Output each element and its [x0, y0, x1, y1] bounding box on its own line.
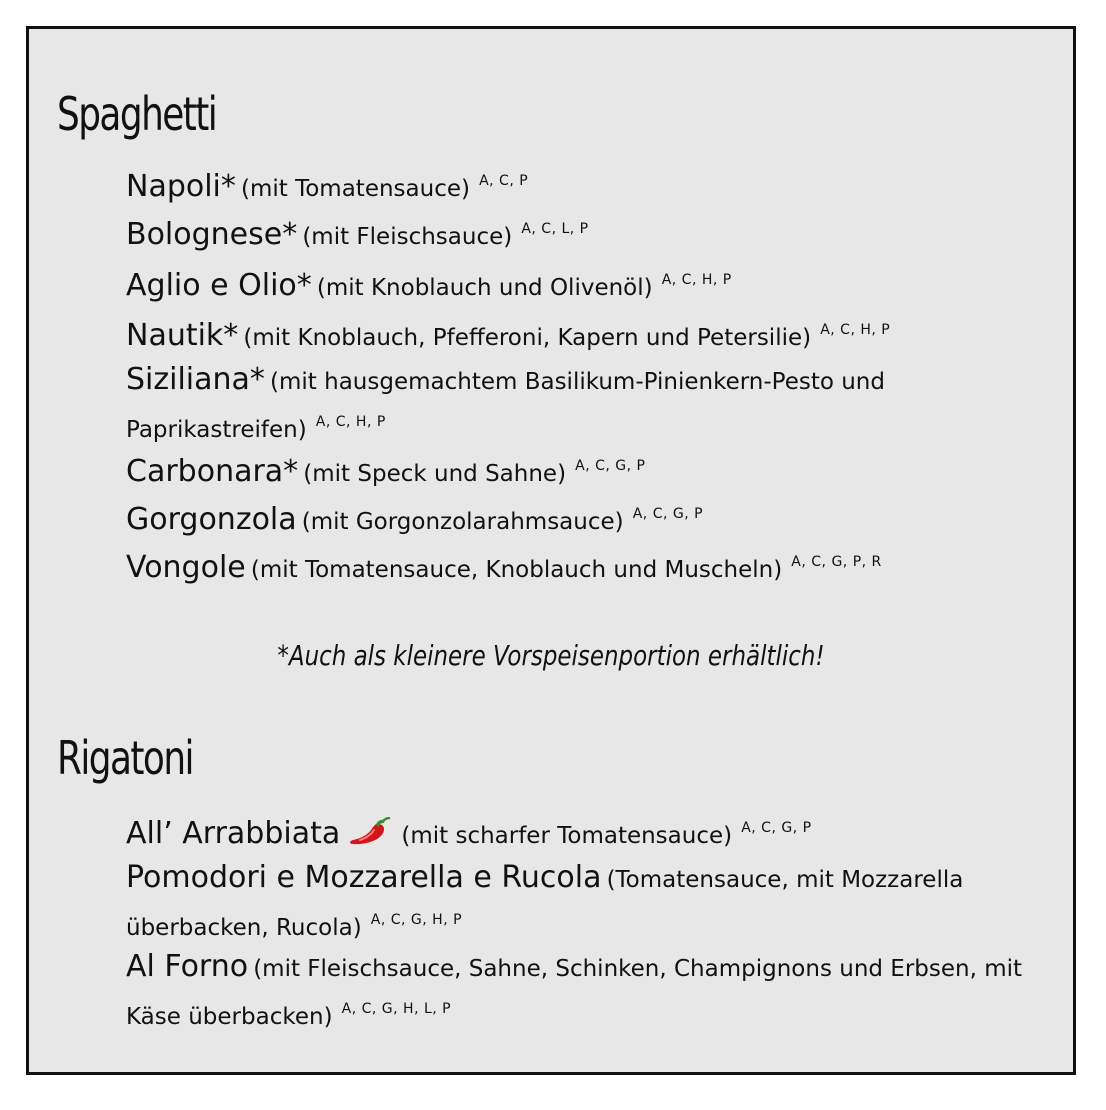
dish-description: (mit Speck und Sahne)	[303, 461, 567, 487]
allergen-codes: A, C, G, H, L, P	[341, 1001, 452, 1017]
menu-item-gorgonzola	[126, 495, 1037, 543]
menu-item-nautik	[126, 311, 1037, 359]
dish-description: (mit Knoblauch, Pfefferoni, Kapern und Petersilie)	[243, 325, 812, 351]
menu-item-carbonara	[126, 447, 1037, 495]
allergen-codes: A, C, G, P	[575, 458, 646, 474]
allergen-codes: A, C, G, H, P	[370, 912, 463, 928]
menu-item-bolognese	[126, 210, 1037, 258]
dish-description: (mit Fleischsauce, Sahne, Schinken, Champignons und Erbsen, mit Käse überbacken)	[126, 956, 1023, 1030]
dish-name: Pomodori e Mozzarella e Rucola	[126, 860, 602, 895]
menu-card	[26, 26, 1076, 1075]
dish-name: All’ Arrabbiata	[126, 816, 341, 851]
menu-item-vongole	[126, 543, 1037, 591]
portion-note: *Auch als kleinere Vorspeisenportion erhältlich!	[277, 639, 825, 672]
allergen-codes: A, C, H, P	[661, 272, 732, 288]
menu-item-arrabbiata	[126, 809, 1037, 857]
allergen-codes: A, C, G, P	[741, 820, 812, 836]
menu-item-siziliana	[126, 361, 1037, 451]
dish-name: Carbonara*	[126, 454, 299, 489]
dish-name: Bolognese*	[126, 217, 298, 252]
allergen-codes: A, C, G, P, R	[791, 554, 882, 570]
menu-item-al-forno	[126, 948, 1037, 1038]
dish-name: Al Forno	[126, 949, 249, 984]
menu-item-napoli	[126, 162, 1037, 210]
dish-description: (mit Fleischsauce)	[302, 224, 513, 250]
dish-description: (mit hausgemachtem Basilikum-Pinienkern-Pesto und Paprikastreifen)	[126, 369, 885, 443]
dish-description: (mit Tomatensauce, Knoblauch und Muscheln)	[250, 557, 783, 583]
allergen-codes: A, C, H, P	[315, 414, 386, 430]
dish-name: Nautik*	[126, 318, 239, 353]
dish-name: Siziliana*	[126, 362, 265, 397]
dish-name: Napoli*	[126, 169, 236, 204]
section-title-spaghetti: Spaghetti	[57, 87, 217, 141]
allergen-codes: A, C, G, P	[632, 506, 704, 522]
chili-pepper-icon	[346, 817, 392, 847]
section-title-rigatoni: Rigatoni	[57, 731, 193, 785]
dish-description: (mit Gorgonzolarahmsauce)	[301, 509, 624, 535]
dish-description: (mit scharfer Tomatensauce)	[401, 823, 733, 849]
menu-item-pomodori-mozzarella-rucola	[126, 859, 1037, 949]
allergen-codes: A, C, P	[479, 173, 529, 189]
allergen-codes: A, C, L, P	[521, 221, 589, 237]
allergen-codes: A, C, H, P	[820, 322, 891, 338]
dish-name: Aglio e Olio*	[126, 268, 312, 303]
dish-description: (mit Knoblauch und Olivenöl)	[316, 275, 653, 301]
dish-name: Vongole	[126, 550, 246, 585]
dish-description: (mit Tomatensauce)	[241, 176, 470, 202]
dish-description: (Tomatensauce, mit Mozzarella überbacken, Rucola)	[126, 867, 964, 941]
menu-item-aglio-e-olio	[126, 261, 1037, 309]
dish-name: Gorgonzola	[126, 502, 297, 537]
